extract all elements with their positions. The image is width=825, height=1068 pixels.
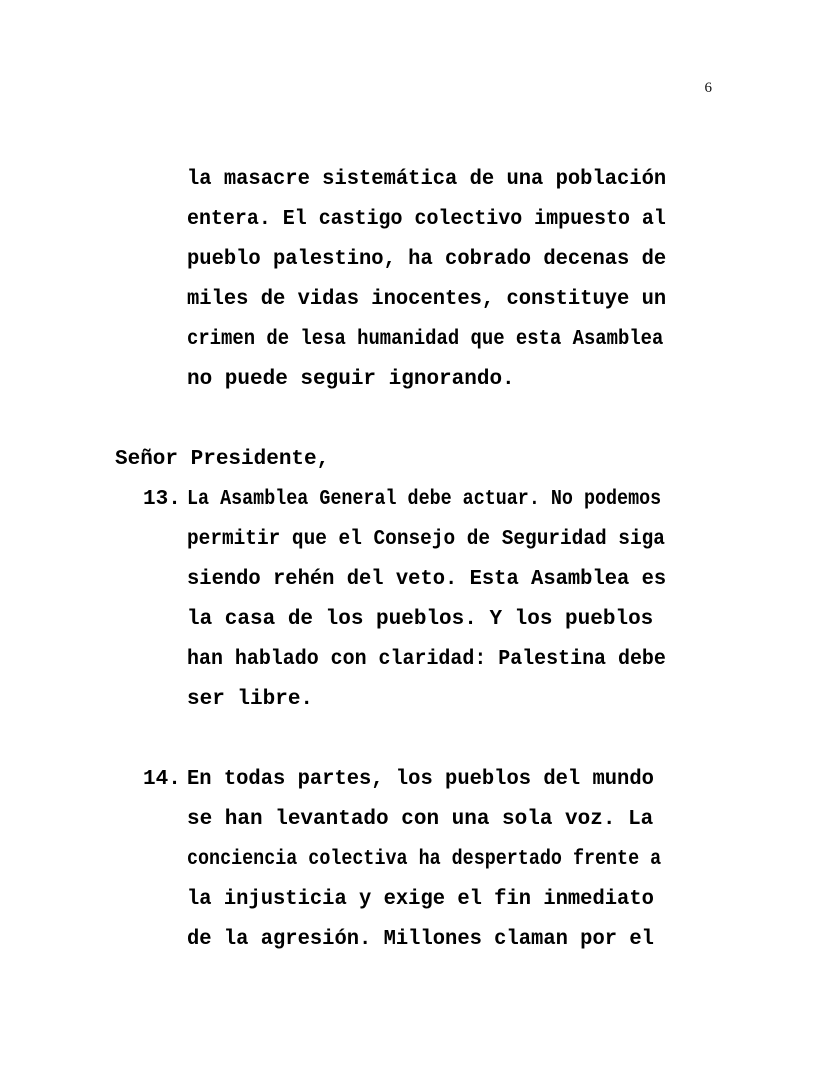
text-line-content: miles de vidas inocentes, constituye un [187, 288, 667, 311]
text-line [187, 320, 711, 360]
text-line [187, 280, 711, 320]
text-line-content: En todas partes, los pueblos del mundo [187, 768, 654, 791]
text-line-content: crimen de lesa humanidad que esta Asamblea [187, 328, 664, 351]
text-line-content: la casa de los pueblos. Y los pueblos [187, 608, 654, 631]
text-line [187, 160, 711, 200]
paragraph-spacer [115, 400, 711, 440]
salutation-line [115, 440, 711, 480]
text-line [187, 920, 711, 960]
text-line-content: conciencia colectiva ha despertado frente a [187, 848, 662, 871]
text-line-content: siendo rehén del veto. Esta Asamblea es [187, 568, 667, 591]
text-line [187, 840, 711, 880]
text-line-content: la masacre sistemática de una población [187, 168, 667, 191]
text-line [187, 520, 711, 560]
text-line [187, 760, 711, 800]
text-line-content: permitir que el Consejo de Seguridad siga [187, 528, 665, 551]
text-line [187, 240, 711, 280]
text-line-content: La Asamblea General debe actuar. No podemos [187, 488, 662, 511]
text-line-content: entera. El castigo colectivo impuesto al [187, 208, 666, 231]
text-line [187, 480, 711, 520]
text-line-content: se han levantado con una sola voz. La [187, 808, 654, 831]
text-line [187, 800, 711, 840]
text-line-content: la injusticia y exige el fin inmediato [187, 888, 654, 911]
text-line [187, 360, 711, 400]
text-line [187, 880, 711, 920]
text-line [187, 600, 711, 640]
page-number: 6 [704, 80, 712, 96]
text-line-content: de la agresión. Millones claman por el [187, 928, 654, 951]
list-marker: 13. [143, 488, 181, 511]
paragraph-spacer [115, 720, 711, 760]
text-line-content: Señor Presidente, [115, 448, 330, 471]
text-line-content: han hablado con claridad: Palestina debe [187, 648, 666, 671]
text-line [187, 200, 711, 240]
salutation [115, 440, 711, 480]
list-marker: 14. [143, 768, 181, 791]
text-line [187, 560, 711, 600]
numbered-item-13 [143, 480, 711, 720]
text-line-content: pueblo palestino, ha cobrado decenas de [187, 248, 667, 271]
text-line-content: ser libre. [187, 688, 314, 711]
paragraph-continuation [115, 160, 711, 400]
document-body [115, 160, 711, 960]
text-line [187, 680, 711, 720]
text-line [187, 640, 711, 680]
numbered-item-14 [143, 760, 711, 960]
text-line-content: no puede seguir ignorando. [187, 368, 515, 391]
